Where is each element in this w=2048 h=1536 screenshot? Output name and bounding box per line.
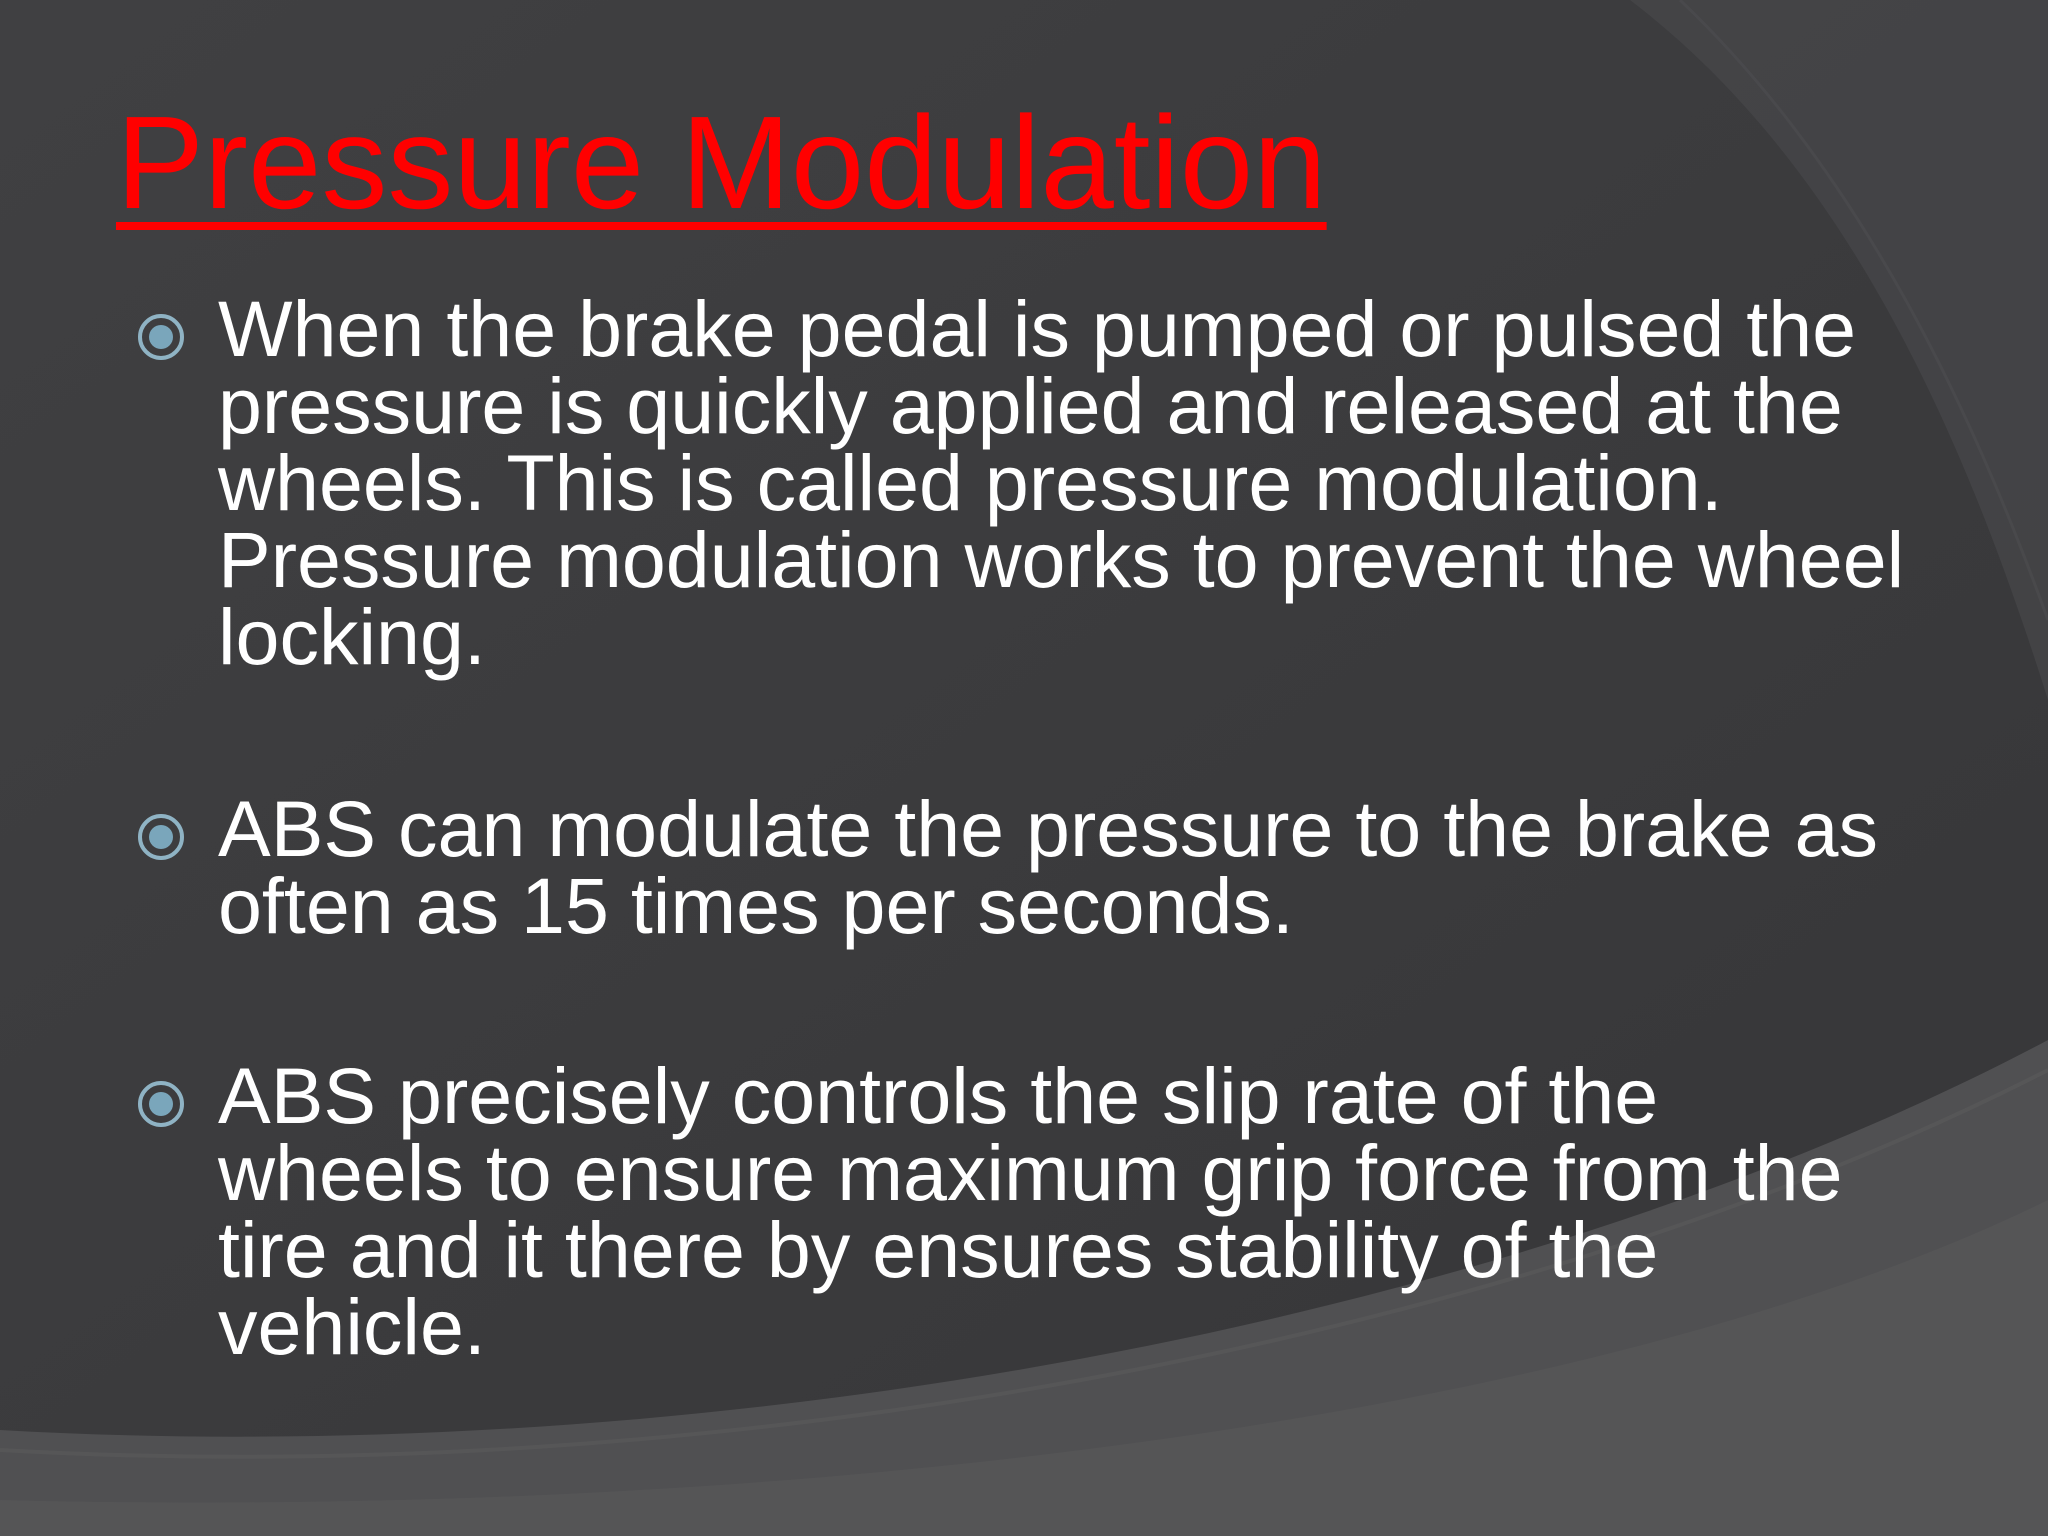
bullet-line: tire and it there by ensures stability of the (218, 1205, 1659, 1294)
bullet-text (218, 784, 2048, 950)
circle-bullet-icon (136, 312, 186, 362)
bullet-text (218, 284, 2048, 681)
bullet-line: pressure is quickly applied and released at the (218, 361, 1843, 450)
slide-title: Pressure Modulation (116, 89, 1327, 236)
bullet-line: locking. (218, 592, 486, 681)
bullet-text (218, 1051, 2048, 1371)
bullet-line: vehicle. (218, 1282, 486, 1371)
bullet-line: often as 15 times per seconds. (218, 861, 1294, 950)
bullet-line: When the brake pedal is pumped or pulsed the (218, 284, 1857, 373)
bullet-line: Pressure modulation works to prevent the wheel (218, 515, 1905, 604)
bullet-line: ABS can modulate the pressure to the brake as (218, 784, 1878, 873)
bullet-line: wheels to ensure maximum grip force from the (218, 1128, 1843, 1217)
bullet-line: wheels. This is called pressure modulation. (218, 438, 1723, 527)
bullet-line: ABS precisely controls the slip rate of the (218, 1051, 1659, 1140)
circle-bullet-icon (136, 812, 186, 862)
circle-bullet-icon (136, 1079, 186, 1129)
